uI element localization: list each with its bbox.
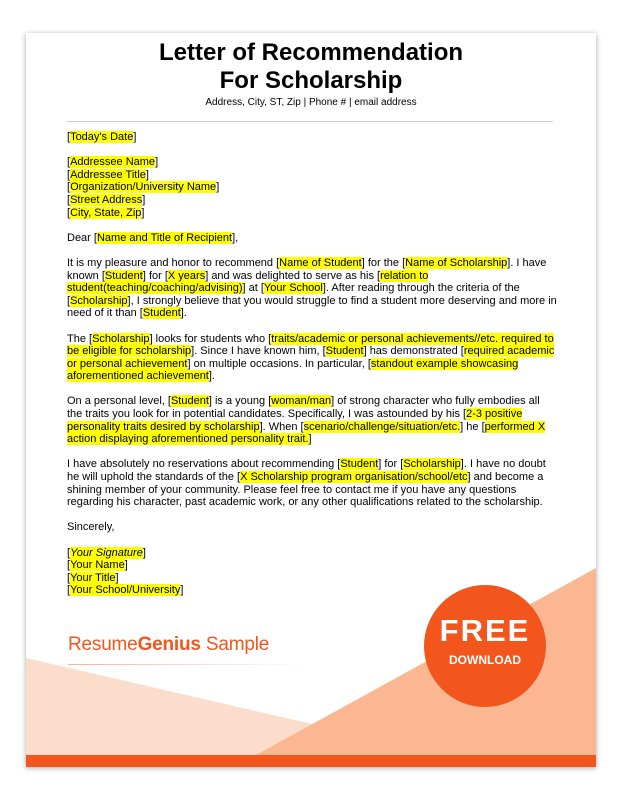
letter-paragraph [67, 333, 557, 383]
placeholder-field: Student [170, 395, 209, 408]
placeholder-field: Student [104, 269, 143, 282]
title-line-2: For Scholarship [219, 67, 403, 94]
placeholder-field: Your Title [70, 571, 116, 584]
placeholder-field: Scholarship [70, 294, 128, 307]
contact-address: Address, City, ST, Zip | Phone # | email address [205, 97, 417, 108]
letter-paragraph [67, 521, 557, 534]
letter-text: ]. I have known [ [67, 256, 547, 282]
placeholder-field: Scholarship [403, 458, 461, 471]
letter-text: I have absolutely no reservations about recommending [ [67, 458, 341, 471]
letter-text: ] [ [67, 193, 146, 219]
letter-text: ]. [208, 370, 215, 383]
letter-text: ] [ [67, 181, 220, 206]
letter-text: [ [67, 156, 71, 169]
letter-text: ]. When [ [259, 420, 304, 433]
letter-text: ], [232, 231, 239, 244]
placeholder-field: Street Address [70, 193, 143, 206]
placeholder-field: Addressee Title [70, 168, 146, 181]
placeholder-field: woman/man [271, 395, 332, 408]
badge-free-label: FREE [439, 613, 531, 648]
placeholder-field: Student [340, 458, 379, 471]
letter-text: ] [ [67, 571, 119, 597]
placeholder-field: scenario/challenge/situation/etc. [303, 420, 461, 433]
placeholder-field: Scholarship [92, 332, 150, 345]
letter-text: ]. [180, 307, 187, 320]
letter-text: ] is a young [ [208, 395, 272, 408]
letter-text: On a personal level, [ [67, 395, 171, 408]
placeholder-field: Your School [263, 282, 323, 295]
placeholder-field: Student [142, 307, 181, 320]
letter-text: ] [ [67, 546, 146, 572]
placeholder-field: Today's Date [70, 131, 134, 143]
letter-text: ] [ [67, 156, 159, 181]
title-line-1: Letter of Recommendation [158, 39, 464, 66]
letter-text: The [ [67, 332, 93, 345]
placeholder-field: performed X action displaying aforementioned personality trait. [67, 420, 546, 446]
placeholder-field: required academic or personal achievement [67, 345, 555, 370]
letter-text: ]. I have no doubt he will uphold the standards of the [ [67, 458, 546, 484]
logo-underline [68, 664, 308, 665]
letter-paragraph [67, 395, 557, 445]
letter-text: ] [141, 206, 145, 219]
letter-paragraph [67, 257, 557, 320]
placeholder-field: 2-3 positive personality traits desired by scholarship [67, 408, 523, 433]
letter-text: ] for the [ [361, 256, 406, 269]
placeholder-field: Organization/University Name [70, 181, 217, 194]
letter-text: ] he [ [460, 420, 485, 433]
logo-text-resume: Resume [68, 634, 138, 655]
letter-page [26, 33, 596, 767]
letter-text: Dear [ [67, 231, 97, 244]
logo-text-sample: Sample [200, 634, 270, 655]
letter-paragraph [67, 156, 557, 219]
placeholder-field: Name of Scholarship [405, 256, 508, 269]
placeholder-field: Addressee Name [70, 156, 156, 169]
letter-text: [ [67, 131, 71, 143]
letter-text: ] and become a shining member of your community. Please feel free to contact me if you have any questions regarding his character, past academic work, or any other qualifications related to the scholarship. [67, 471, 544, 509]
letter-paragraph [67, 232, 557, 245]
letter-text: ] for [ [142, 269, 168, 282]
badge-download-label: DOWNLOAD [449, 653, 521, 667]
placeholder-field: City, State, Zip [70, 206, 142, 219]
letter-text: ] on multiple occasions. In particular, [ [187, 357, 371, 370]
placeholder-field: Your Name [70, 559, 125, 572]
letter-text: ]. Since I have known him, [ [191, 345, 326, 358]
placeholder-field: Name and Title of Recipient [96, 231, 233, 244]
placeholder-field: Student [325, 345, 364, 358]
letter-text: Sincerely, [67, 521, 115, 534]
footer-bar [26, 755, 596, 767]
letter-paragraph [67, 458, 557, 508]
free-download-button[interactable] [424, 585, 546, 707]
resume-genius-logo [68, 634, 269, 656]
letter-paragraph [67, 131, 557, 144]
placeholder-field: Your School/University [70, 584, 181, 597]
letter-body [67, 131, 557, 610]
letter-text: ] and was delighted to serve as his [ [205, 269, 381, 282]
placeholder-field: X Scholarship program organisation/school/etc [240, 471, 468, 484]
divider [67, 121, 553, 122]
letter-text: ] [308, 433, 312, 446]
placeholder-field: X years [167, 269, 206, 282]
letter-text: ] [ [67, 559, 128, 584]
placeholder-field: relation to student(teaching/coaching/advising) [67, 269, 429, 295]
placeholder-field: Name of Student [279, 256, 362, 269]
letter-text: ]. After reading through the criteria of the [ [67, 282, 520, 307]
letter-text: ] of strong character who fully embodies all the traits you look for in potential candidates. Specifically, I was astounded by his [ [67, 395, 540, 421]
letter-text: ] has demonstrated [ [363, 345, 464, 358]
letter-text: ] [ [67, 168, 149, 194]
letter-text: [ [67, 546, 71, 559]
letter-text: ], I strongly believe that you would struggle to find a student more deserving and more in need of it than [ [67, 294, 557, 320]
logo-text-genius: Genius [137, 634, 201, 655]
letter-text: It is my pleasure and honor to recommend [ [67, 256, 280, 269]
letter-text: ] for [ [378, 458, 404, 471]
placeholder-field: standout example showcasing aforementioned achievement [67, 357, 519, 383]
placeholder-field: Your Signature [70, 546, 143, 559]
placeholder-field: traits/academic or personal achievements//etc. required to be eligible for scholarship [67, 332, 554, 358]
letter-text: ] looks for students who [ [149, 332, 272, 345]
letter-text: ] [133, 131, 137, 143]
letter-text: ] [180, 584, 184, 597]
letter-text: ] at [ [242, 282, 264, 295]
